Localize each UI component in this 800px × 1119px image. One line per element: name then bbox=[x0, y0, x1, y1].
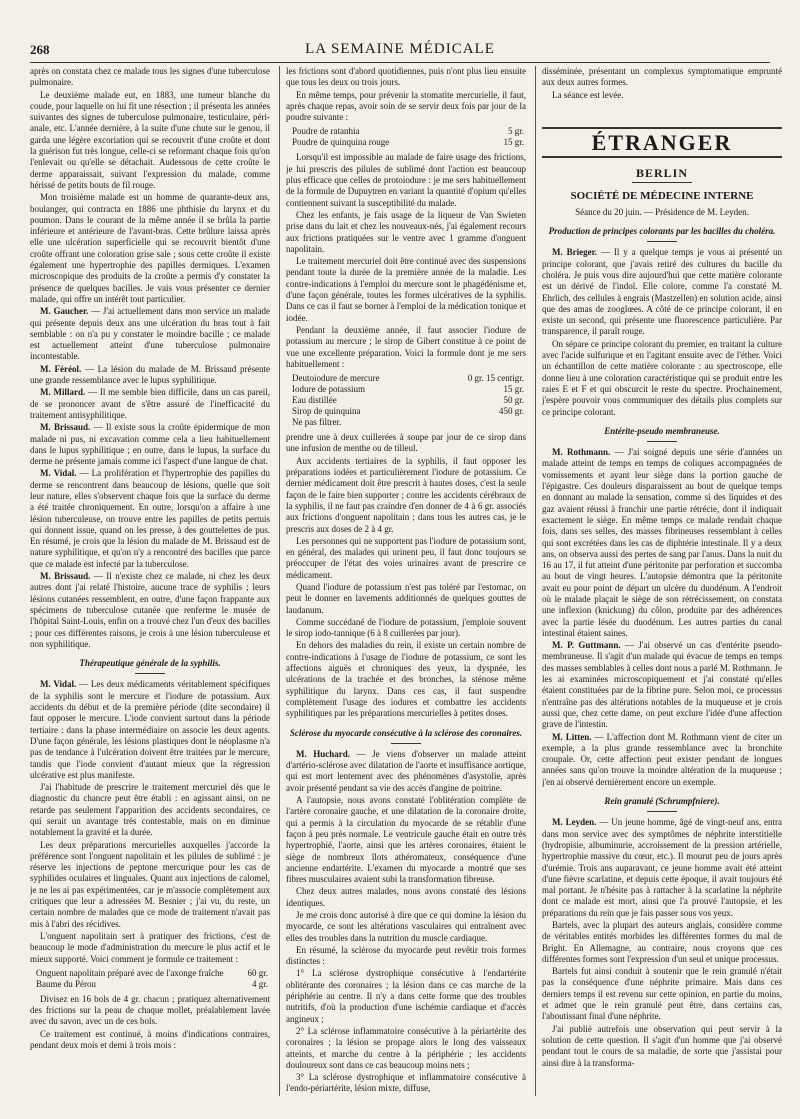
speaker-text: — Il existe sous la croûte épidermique de mon malade ni pus, ni excavation comme cela a lieu habituellement dans le lupus syphilitique ; en outre, dans le lupus, la surface du derme ne présente jamais comme ici l'aspect d'une langue de chat. bbox=[30, 422, 270, 467]
prescription-row bbox=[286, 395, 526, 406]
discussion-paragraph bbox=[542, 447, 782, 639]
discussion-paragraph bbox=[542, 732, 782, 788]
paragraph: Chez deux autres malades, nous avons constaté des lésions identiques. bbox=[286, 886, 526, 908]
speaker-text: — La prolifération et l'hypertrophie des papilles du derme se rencontrent dans beaucoup de lésions, quelle que soit leur nature, elles s'observent chaque fois que la surface du derme a été traitée chroniquement. En outre, lorsqu'on a affaire à une lésion tuberculeuse, on trouve entre les papilles de petits pertuis qui donnent issue, quand on les presse, à des gouttelettes de pus. En résumé, je crois que la lésion du malade de M. Brissaud est de nature syphilitique, et qu'on n'y a rencontré des bacilles que parce que ce malade est infecté par la tuberculose. bbox=[30, 468, 270, 569]
section-heading: Sclérose du myocarde consécutive à la sclérose des coronaires. bbox=[286, 728, 526, 744]
prescription-row bbox=[30, 979, 270, 990]
speaker-text: — Je viens d'observer un malade atteint d'artério-sclérose avec dilatation de l'aorte et insuffisance aortique, qui est mort lentement avec des phénomènes d'asystolie, après avoir présenté pendant sa vie des accès d'angine de poitrine. bbox=[286, 748, 526, 793]
speaker-name: M. Féréol. bbox=[40, 363, 82, 374]
prescription-row bbox=[286, 137, 526, 148]
prescription-quantity: 60 gr. bbox=[247, 967, 268, 978]
paragraph: 2° La sclérose inflammatoire consécutive à la périartérite des coronaires ; la lésion se propage alors le long des vaisseaux atteints, et marche du centre à la périphérie ; les accidents douloureux sont dans ce cas beaucoup moins nets ; bbox=[286, 1025, 526, 1070]
paragraph: Je me crois donc autorisé à dire que ce qui domine la lésion du myocarde, ce sont les altérations vasculaires qui entraînent avec elles des troubles dans la nutrition du muscle cardiaque. bbox=[286, 910, 526, 943]
paragraph: En dehors des maladies du rein, il existe un certain nombre de contre-indications à l'usage de l'iodure de potassium, ce sont les affections aiguës et chroniques des yeux, la dyspnée, les ulcérations de la trachée et des bronches, la sténose même syphilitique du larynx. Dans ces cas, il faut suspendre complètement l'usage des iodures et combattre les accidents syphilitiques par les préparations mercurielles à petites doses. bbox=[286, 640, 526, 719]
prescription-row bbox=[286, 406, 526, 417]
prescription-item: Poudre de quinquina rouge bbox=[292, 137, 390, 148]
speaker-name: M. Leyden. bbox=[552, 817, 597, 828]
column-left bbox=[30, 66, 270, 1106]
column-middle bbox=[286, 66, 526, 1106]
paragraph: A l'autopsie, nous avons constaté l'oblitération complète de l'artère coronaire gauche, et une dilatation de la coronaire droite, qui a permis à la circulation du myocarde de se rétablir d'une façon à peu près normale. Le ventricule gauche était en outre très hypertrophié, l'aorte, ainsi que les artères coronaires, étaient le siège de nombreux îlots athéromateux, conséquence d'une ancienne endartérite. L'examen du myocarde a montré que ses fibres musculaires avaient subi la transformation fibreuse. bbox=[286, 795, 526, 885]
speaker-text: — J'ai actuellement dans mon service un malade qui présente depuis deux ans une ulcération du bras tout à fait semblable : on n'a pu y constater le moindre bacille ; ce malade est actuellement atteint d'une tuberculose pulmonaire incontestable. bbox=[30, 306, 270, 362]
paragraph: après on constata chez ce malade tous les signes d'une tuberculose pulmonaire. bbox=[30, 66, 270, 88]
paragraph: Le deuxième malade eut, en 1883, une tumeur blanche du coude, pour laquelle on lui fit une résection ; il présenta les années suivantes des signes de tuberculose pulmonaire, testiculaire, péri-anale, etc. L'année dernière, à la suite d'une chute sur le genou, il garda une légère excoriation qui se recouvrit d'une croûte et dont la guérison fut très longue, celle-ci se reformant chaque fois qu'on l'enlevait ou qu'elle se détachait. Audessous de cette croûte le derme apparaissait, suivant l'expression du malade, comme hérissé de petits bouts de fil rouge. bbox=[30, 89, 270, 190]
paragraph: J'ai publié autrefois une observation qui peut servir à la solution de cette question. Il s'agit d'un homme que j'ai observé pendant tout le cours de sa maladie, de sorte que j'assistai pour ainsi dire à la transforma- bbox=[542, 1023, 782, 1068]
paragraph: L'onguent napolitain sert à pratiquer des frictions, c'est de beaucoup le mode d'administration du mercure le plus actif et le mieux supporté. Voici comment je formule ce traitement : bbox=[30, 930, 270, 964]
prescription-item: Deutoiodure de mercure bbox=[292, 373, 380, 384]
prescription-quantity: 50 gr. bbox=[503, 395, 524, 406]
prescription-quantity: 4 gr. bbox=[251, 978, 268, 989]
prescription-quantity: 15 gr. bbox=[503, 384, 524, 395]
speaker-name: M. P. Guttmann. bbox=[552, 640, 621, 651]
section-heading: Thérapeutique générale de la syphilis. bbox=[30, 658, 270, 674]
prescription-quantity bbox=[428, 417, 526, 428]
speaker-name: M. Litten. bbox=[552, 731, 592, 742]
prescription-item: Poudre de ratanhia bbox=[292, 126, 360, 137]
prescription-row bbox=[30, 968, 270, 979]
discussion-paragraph bbox=[30, 422, 270, 467]
discussion-paragraph bbox=[542, 247, 782, 337]
speaker-name: M. Brieger. bbox=[552, 247, 598, 258]
prescription-quantity: 0 gr. 15 centigr. bbox=[467, 373, 524, 384]
prescription-quantity: 450 gr. bbox=[498, 406, 524, 417]
prescription-item: Sirop de quinquina bbox=[292, 406, 361, 417]
discussion-paragraph bbox=[30, 387, 270, 421]
prescription-item: Baume du Pérou bbox=[36, 978, 96, 989]
journal-title: LA SEMAINE MÉDICALE bbox=[305, 41, 495, 57]
paragraph: En même temps, pour prévenir la stomatite mercurielle, il faut, après chaque repas, avoir soin de se servir deux fois par jour de la poudre suivante : bbox=[286, 89, 526, 123]
paragraph: 3° La sclérose dystrophique et inflammatoire consécutive à l'endo-périartérite, lésion mixte, diffuse, bbox=[286, 1072, 526, 1094]
speaker-text: — Il y a quelque temps je vous ai présenté un principe colorant, que j'avais retiré des cultures du bacille du choléra. Je puis vous dire aujourd'hui que cette matière colorante est un dérivé de l'indol. Elle colore, comme l'a constaté M. Ehrlich, des cellules à engrais (Mastzellen) en solution acide, ainsi que des amas de zooglœes. A côté de ce principe colorant, il en existe un second, qui présente une fluorescence particulière. Par transparence, il paraît rouge. bbox=[542, 247, 782, 337]
speaker-text: — J'ai soigné depuis une série d'années un malade atteint de temps en temps de coliques accompagnées de vomissements et ayant leur siège dans la portion gauche de l'épigastre. Ces douleurs disparaissent au bout de quelque temps en donnant au malade la sensation, comme si des liquides et des gaz avaient réussi à franchir une partie rétrécie, dont il indiquait exactement le siège. En même temps ce malade rendait chaque fois, dans ses selles, des masses fibrineuses ressemblant à celles qui sont excrétées dans les cas de diphtérie intestinale. Il y a deux ans, on observa aussi des pertes de sang par l'anus. Dans la nuit du 16 au 17, il fut atteint d'une péritonite par perforation et succomba au bout de vingt heures. L'autopsie démontra que la péritonite avait eu pour point de départ un ulcère du duodénum. A l'endroit où le malade plaçait le siège de son rétrécissement, on constata une inflexion (knickung) du côlon, produite par des adhérences avec la partie lésée du duodénum. Les autres parties du canal intestinal étaient saines. bbox=[542, 447, 782, 638]
speaker-name: M. Brissaud. bbox=[40, 571, 91, 582]
discussion-paragraph bbox=[542, 640, 782, 730]
speaker-name: M. Vidal. bbox=[40, 679, 77, 690]
speaker-text: — Les deux médicaments véritablement spécifiques de la syphilis sont le mercure et l'iodure de potassium. Aux accidents du début et de la première période (dite secondaire) il faut opposer le mercure. L'iode convient surtout dans la période tertiaire : dans la phase intermédiaire on associe les deux agents. D'une façon générale, les lésions plastiques dont le néoplasme n'a pas de tendance à l'ulcération doivent être traitées par le mercure, tandis que l'iode convient d'autant mieux que la régression ulcérative est plus manifeste. bbox=[30, 679, 270, 780]
column-rule bbox=[279, 66, 280, 1096]
prescription-row bbox=[286, 384, 526, 395]
discussion-paragraph bbox=[30, 364, 270, 387]
society-heading: SOCIÉTÉ DE MÉDECINE INTERNE bbox=[570, 190, 754, 203]
prescription-table bbox=[286, 373, 526, 428]
foreign-section-title: ÉTRANGER bbox=[542, 127, 782, 158]
city-heading: BERLIN bbox=[542, 168, 782, 183]
prescription-item: Eau distillée bbox=[292, 395, 337, 406]
paragraph: J'ai l'habitude de prescrire le traitement mercuriel dès que le diagnostic du chancre peut être établi : en agissant ainsi, on ne retarde pas seulement l'apparition des accidents secondaires, ce qui serait un avantage très contestable, mais on en diminue notablement la gravité et la durée. bbox=[30, 782, 270, 838]
speaker-text: — Il me semble bien difficile, dans un cas pareil, de se prononcer avant de s'être assuré de l'inefficacité du traitement antisyphilitique. bbox=[30, 387, 270, 420]
paragraph: Les deux préparations mercurielles auxquelles j'accorde la préférence sont l'onguent napolitain et les pilules de sublimé : je réserve les injections de peptone mercurique pour les cas de syphilides oculaires et linguales. Quant aux injections de calomel, je ne les ai pas expérimentées, car je m'associe complètement aux critiques que leur a adressées M. Besnier ; j'ai vu, du reste, un certain nombre de malades que ce mode de traitement n'avait pas mis à l'abri des récidives. bbox=[30, 839, 270, 929]
paragraph: La séance est levée. bbox=[552, 89, 624, 100]
speaker-name: M. Brissaud. bbox=[40, 422, 91, 433]
discussion-paragraph bbox=[286, 749, 526, 794]
paragraph: Lorsqu'il est impossible au malade de faire usage des frictions, je lui prescris des pilules de sublimé dont l'action est beaucoup plus efficace que celles de protoiodure : je me sers habituellement de la formule de Dupuytren en variant la quantité d'opium qu'elles contiennent suivant la susceptibilité du malade. bbox=[286, 152, 526, 208]
paragraph: Pendant la deuxième année, il faut associer l'iodure de potassium au mercure ; le sirop de Gibert constitue à ce point de vue une excellente préparation. Voici la formule dont je me sers habituellement : bbox=[286, 324, 526, 369]
paragraph: Bartels fut ainsi conduit à soutenir que le rein granulé n'était pas la conséquence d'une néphrite primaire. Mais dans ces derniers temps il est revenu sur cette opinion, en partie du moins, et admet que le rein granulé peut être, dans certains cas, l'aboutissant final d'une néphrite. bbox=[542, 966, 782, 1022]
speaker-text: — J'ai observé un cas d'entérite pseudo-membraneuse. Il s'agit d'un malade qui évacue de temps en temps des masses semblables à celles dont nous a parlé M. Rothmann. Je les ai examinées microscopiquement et j'ai constaté qu'elles étaient constituées par de la fibrine pure. Selon moi, ce processus n'entraîne pas des altérations notables de la muqueuse et je crois aussi que, chez cette dame, on peut exclure l'idée d'une affection grave de l'intestin. bbox=[542, 640, 782, 730]
speaker-name: M. Millard. bbox=[40, 387, 86, 398]
paragraph: Comme succédané de l'iodure de potassium, j'emploie souvent le sirop iodo-tannique (6 à 8 cuillerées par jour). bbox=[286, 616, 526, 639]
discussion-paragraph bbox=[542, 817, 782, 919]
prescription-row bbox=[286, 417, 526, 428]
prescription-quantity: 15 gr. bbox=[503, 137, 524, 148]
prescription-item: Onguent napolitain préparé avec de l'axonge fraîche bbox=[36, 967, 224, 978]
paragraph: Le traitement mercuriel doit être continué avec des suspensions pendant toute la durée de la première année de la maladie. Les contre-indications à l'emploi du mercure sont le phagédénisme et, d'une façon générale, toutes les formes ulcératives de la syphilis. Dans ce cas il faut se borner à l'emploi de la médication tonique et iodée. bbox=[286, 256, 526, 323]
column-rule bbox=[535, 66, 536, 1096]
section-heading: Entérite-pseudo membraneuse. bbox=[542, 426, 782, 442]
prescription-table bbox=[286, 126, 526, 148]
paragraph: Mon troisième malade est un homme de quarante-deux ans, boulanger, qui contracta en 1886 une phthisie du larynx et du poumon. Dans le courant de la même année il se brûla la partie inférieure et antérieure de l'avant-bras. Cette brûlure laissa après elle une ulcération superficielle qui se recouvrit bientôt d'une croûte offrant une coloration grise sale ; sous cette croûte il existe également une hypertrophie des papilles dermiques. L'examen microscopique des produits de la croûte a permis d'y constater la présence de quelques bacilles. Je vais vous présenter ce dernier malade, qui offre un intérêt tout particulier. bbox=[30, 192, 270, 304]
paragraph: Ce traitement est continué, à moins d'indications contraires, pendant deux mois et demi à trois mois : bbox=[30, 1028, 270, 1051]
paragraph: 1° La sclérose dystrophique consécutive à l'endartérite oblitérante des coronaires ; la lésion dans ce cas marche de la périphérie au centre. Il n'y a dans cette forme que des troubles nutritifs, d'où la production d'une ischémie cardiaque et d'accès angineux ; bbox=[286, 968, 526, 1024]
speaker-text: — La lésion du malade de M. Brissaud présente une grande ressemblance avec le lupus syphilitique. bbox=[30, 363, 270, 386]
prescription-row bbox=[286, 373, 526, 384]
paragraph: disséminée, présentant un complexus symptomatique emprunté aux deux autres formes. bbox=[542, 66, 782, 88]
page-header bbox=[30, 40, 770, 63]
paragraph: Divisez en 16 bols de 4 gr. chacun ; pratiquez alternativement des frictions sur la peau de chaque mollet, préalablement lavée avec du savon, avec un de ces bols. bbox=[30, 993, 270, 1027]
paragraph: Aux accidents tertiaires de la syphilis, il faut opposer les préparations iodées et particulièrement l'iodure de potassium. Ce dernier médicament doit être prescrit à hautes doses, c'est la seule façon de le faire bien supporter ; contre les accidents cérébraux de la syphilis, il ne faut pas craindre d'en donner de 4 à 6 gr. associés aux frictions d'onguent napolitain ; dans tous les autres cas, je le prescris aux doses de 2 à 4 gr. bbox=[286, 455, 526, 534]
discussion-paragraph bbox=[30, 306, 270, 362]
prescription-table bbox=[30, 968, 270, 990]
prescription-item: Iodure de potassium bbox=[292, 384, 365, 395]
paragraph: Les personnes qui ne supportent pas l'iodure de potassium sont, en général, des malades qui urinent peu, il faut donc toujours se préoccuper de l'état des voies urinaires avant de prescrire ce médicament. bbox=[286, 535, 526, 580]
prescription-row bbox=[286, 126, 526, 137]
speaker-name: M. Gaucher. bbox=[40, 306, 89, 317]
speaker-name: M. Huchard. bbox=[296, 748, 351, 759]
speaker-name: M. Vidal. bbox=[40, 468, 77, 479]
paragraph: On sépare ce principe colorant du premier, en traitant la culture avec l'acide sulfurique et en l'agitant ensuite avec de l'éther. Voici un échantillon de cette matière colorante : au spectroscope, elle donne lieu à une coloration caractéristique qui se produit entre les raies E et F et qui obscurcit le reste du spectre. Prochainement, j'espère pouvoir vous communiquer des détails plus complets sur ce principe colorant. bbox=[542, 338, 782, 417]
paragraph: En résumé, la sclérose du myocarde peut revêtir trois formes distinctes : bbox=[286, 944, 526, 967]
paragraph: prendre une à deux cuillerées à soupe par jour de ce sirop dans une infusion de menthe ou de tilleul. bbox=[286, 432, 526, 454]
speaker-text: — Il n'existe chez ce malade, ni chez les deux autres dont j'ai relaté l'histoire, aucune trace de syphilis ; leurs lésions cutanées ressemblent, en outre, d'une façon frappante aux spécimens de tuberculose cutanée que renferme le musée de l'hôpital Saint-Louis, enfin on a trouvé chez l'un d'eux des bacilles ; pour ces différentes raisons, je crois à une lésion tuberculeuse et non syphilitique. bbox=[30, 571, 270, 649]
section-heading: Rein granulé (Schrumpfniere). bbox=[542, 796, 782, 812]
page-number: 268 bbox=[30, 42, 50, 57]
discussion-paragraph bbox=[30, 679, 270, 781]
session-line: Séance du 20 juin. — Présidence de M. Leyden. bbox=[575, 206, 749, 217]
paragraph: Quand l'iodure de potassium n'est pas toléré par l'estomac, on peut le donner en lavements additionnés de quelques gouttes de laudanum. bbox=[286, 581, 526, 615]
speaker-text: — L'affection dont M. Rothmann vient de citer un exemple, a la plus grande ressemblance avec la bronchite croupale. Or, cette affection peut exister pendant de longues années sans qu'on trouve la moindre altération de la muqueuse ; j'en ai observé dernièrement encore un exemple. bbox=[542, 731, 782, 787]
paragraph: Bartels, avec la plupart des auteurs anglais, considère comme de véritables entités morbides les différentes formes du mal de Bright. En Allemagne, au contraire, nous croyons que ces différentes formes sont l'expression d'un seul et unique processus. bbox=[542, 920, 782, 964]
prescription-quantity: 5 gr. bbox=[507, 126, 524, 137]
discussion-paragraph bbox=[30, 468, 270, 570]
paragraph: les frictions sont d'abord quotidiennes, puis n'ont plus lieu ensuite que tous les deux ou trois jours. bbox=[286, 66, 526, 88]
speaker-text: — Un jeune homme, âgé de vingt-neuf ans, entra dans mon service avec des symptômes de néphrite interstitielle (hydropisie, albuminurie, accroissement de la pression artérielle, hypertrophie massive du cœur, etc.). Il mourut peu de jours après d'urémie. Trois ans auparavant, ce jeune homme avait été atteint d'une fièvre scarlatine, et depuis cette époque, il avait toujours été mal portant. Je n'hésite pas à rattacher à la scarlatine la néphrite dont ce malade est mort, ainsi que l'a prouvé l'autopsie, et les préparations du rein que je fais passer sous vos yeux. bbox=[542, 817, 782, 918]
speaker-name: M. Rothmann. bbox=[552, 447, 611, 458]
prescription-item: Ne pas filtrer. bbox=[292, 417, 342, 428]
column-right bbox=[542, 66, 782, 1106]
paragraph: Chez les enfants, je fais usage de la liqueur de Van Swieten prise dans du lait et chez les nouveaux-nés, j'ai également recours aux frictions pratiquées sur le ventre avec 1 gramme d'onguent napolitain. bbox=[286, 209, 526, 254]
discussion-paragraph bbox=[30, 571, 270, 650]
section-heading: Production de principes colorants par les bacilles du choléra. bbox=[542, 226, 782, 242]
